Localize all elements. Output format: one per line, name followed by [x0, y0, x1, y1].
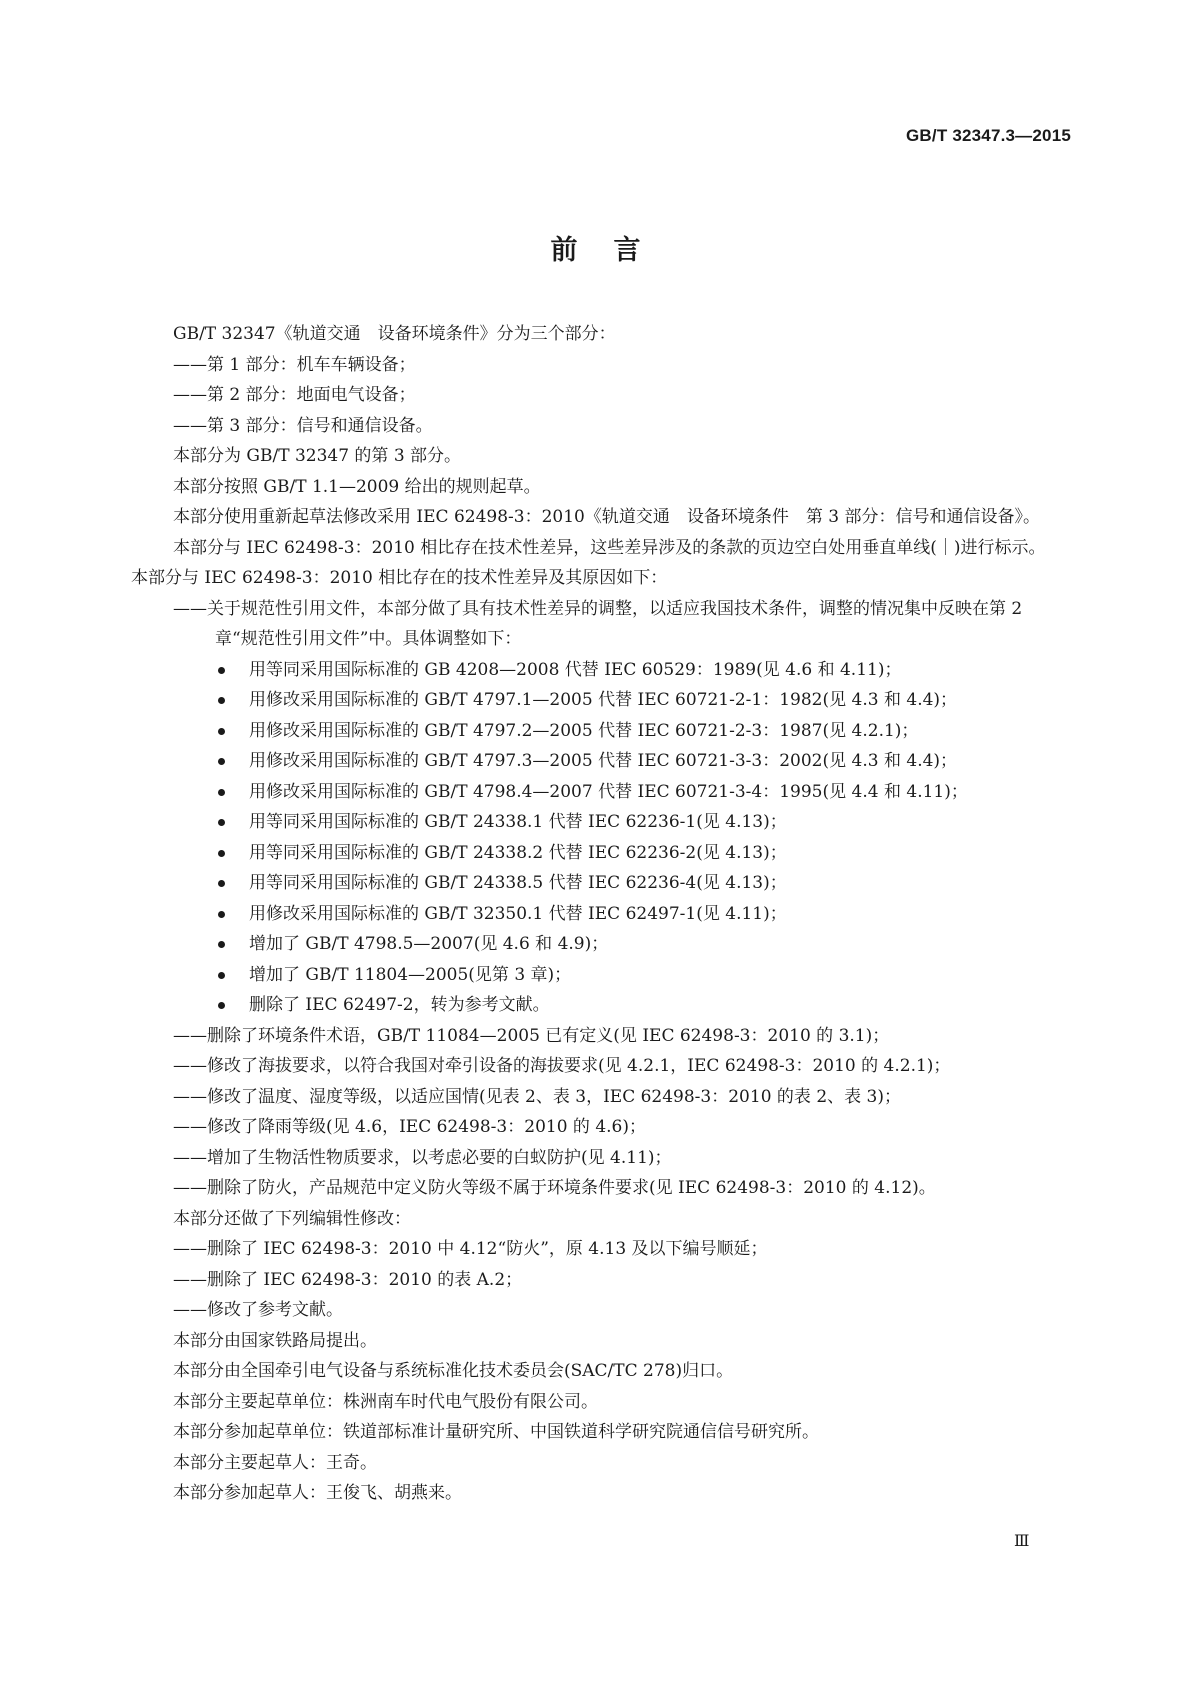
- paragraph: 本部分为 GB/T 32347 的第 3 部分。: [173, 446, 462, 466]
- bullet-icon: [218, 911, 225, 918]
- bullet-icon: [218, 758, 225, 765]
- bullet-icon: [218, 972, 225, 979]
- bullet-text: 用等同采用国际标准的 GB/T 24338.2 代替 IEC 62236-2(见 4.13)；: [249, 842, 787, 863]
- bullet-text: 删除了 IEC 62497-2，转为参考文献。: [249, 995, 550, 1015]
- bullet-icon: [218, 697, 225, 704]
- bullet-text: 用修改采用国际标准的 GB/T 4797.2—2005 代替 IEC 60721-2-3：1987(见 4.2.1)；: [249, 720, 919, 741]
- bullet-item: [131, 777, 1061, 808]
- paragraph: 本部分按照 GB/T 1.1—2009 给出的规则起草。: [173, 476, 541, 497]
- bullet-text: 用等同采用国际标准的 GB/T 24338.1 代替 IEC 62236-1(见 4.13)；: [249, 812, 787, 832]
- bullet-item: [131, 899, 1061, 930]
- part-list-item: ——第 3 部分：信号和通信设备。: [173, 415, 433, 436]
- bullet-icon: [218, 819, 225, 826]
- difference-item: ——删除了防火，产品规范中定义防火等级不属于环境条件要求(见 IEC 62498-3：2010 的 4.12)。: [173, 1178, 936, 1198]
- intro-paragraph: GB/T 32347《轨道交通 设备环境条件》分为三个部分：: [173, 324, 616, 344]
- standard-number: GB/T 32347.3—2015: [906, 126, 1071, 145]
- paragraph: 本部分使用重新起草法修改采用 IEC 62498-3：2010《轨道交通 设备环境条件 第 3 部分：信号和通信设备》。: [173, 507, 1040, 527]
- part-list-item: ——第 2 部分：地面电气设备；: [173, 385, 416, 405]
- bullet-item: [131, 838, 1061, 869]
- closing-paragraph: 本部分由全国牵引电气设备与系统标准化技术委员会(SAC/TC 278)归口。: [173, 1361, 734, 1381]
- difference-item: ——修改了海拔要求，以符合我国对牵引设备的海拔要求(见 4.2.1，IEC 62498-3：2010 的 4.2.1)；: [173, 1056, 951, 1076]
- difference-item: ——增加了生物活性物质要求，以考虑必要的白蚁防护(见 4.11)；: [173, 1147, 672, 1168]
- closing-paragraph: 本部分由国家铁路局提出。: [173, 1330, 377, 1351]
- bullet-text: 用修改采用国际标准的 GB/T 4797.1—2005 代替 IEC 60721-2-1：1982(见 4.3 和 4.4)；: [249, 690, 958, 710]
- closing-paragraph: 本部分参加起草人：王俊飞、胡燕来。: [173, 1483, 462, 1503]
- difference-item: ——修改了降雨等级(见 4.6，IEC 62498-3：2010 的 4.6)；: [173, 1117, 646, 1137]
- bullet-item: [131, 716, 1061, 747]
- editorial-item: ——删除了 IEC 62498-3：2010 的表 A.2；: [173, 1269, 523, 1290]
- bullet-text: 用等同采用国际标准的 GB 4208—2008 代替 IEC 60529：1989(见 4.6 和 4.11)；: [249, 659, 902, 680]
- bullet-item: [131, 655, 1061, 686]
- bullet-icon: [218, 880, 225, 887]
- bullet-icon: [218, 941, 225, 948]
- foreword-body: [131, 319, 1061, 1509]
- closing-paragraph: 本部分参加起草单位：铁道部标准计量研究所、中国铁道科学研究院通信信号研究所。: [173, 1422, 819, 1442]
- editorial-item: ——删除了 IEC 62498-3：2010 中 4.12“防火”，原 4.13 及以下编号顺延；: [173, 1239, 768, 1259]
- bullet-icon: [218, 728, 225, 735]
- bullet-text: 用修改采用国际标准的 GB/T 4798.4—2007 代替 IEC 60721-3-4：1995(见 4.4 和 4.11)；: [249, 781, 968, 802]
- bullet-text: 用修改采用国际标准的 GB/T 4797.3—2005 代替 IEC 60721-3-3：2002(见 4.3 和 4.4)；: [249, 751, 958, 771]
- bullet-icon: [218, 789, 225, 796]
- difference-item: ——关于规范性引用文件，本部分做了具有技术性差异的调整，以适应我国技术条件，调整的情况集中反映在第 2 章“规范性引用文件”中。具体调整如下：: [173, 598, 1023, 649]
- closing-paragraph: 本部分主要起草单位：株洲南车时代电气股份有限公司。: [173, 1391, 598, 1412]
- difference-item: ——删除了环境条件术语，GB/T 11084—2005 已有定义(见 IEC 62498-3：2010 的 3.1)；: [173, 1025, 890, 1046]
- bullet-item: [131, 868, 1061, 899]
- difference-item: ——修改了温度、湿度等级，以适应国情(见表 2、表 3，IEC 62498-3：2010 的表 2、表 3)；: [173, 1086, 901, 1107]
- bullet-item: [131, 929, 1061, 960]
- editorial-item: ——修改了参考文献。: [173, 1300, 343, 1320]
- bullet-item: [131, 990, 1061, 1021]
- part-list-item: ——第 1 部分：机车车辆设备；: [173, 354, 416, 375]
- bullet-text: 增加了 GB/T 4798.5—2007(见 4.6 和 4.9)；: [249, 934, 609, 954]
- bullet-text: 用等同采用国际标准的 GB/T 24338.5 代替 IEC 62236-4(见 4.13)；: [249, 873, 787, 893]
- bullet-icon: [218, 1002, 225, 1009]
- bullet-item: [131, 685, 1061, 716]
- bullet-icon: [218, 850, 225, 857]
- bullet-icon: [218, 667, 225, 674]
- bullet-item: [131, 807, 1061, 838]
- paragraph: 本部分还做了下列编辑性修改：: [173, 1208, 411, 1229]
- bullet-text: 增加了 GB/T 11804—2005(见第 3 章)；: [249, 964, 572, 985]
- page-title: 前言: [550, 235, 677, 266]
- page-number: Ⅲ: [1014, 1531, 1030, 1550]
- closing-paragraph: 本部分主要起草人：王奇。: [173, 1452, 377, 1473]
- bullet-item: [131, 960, 1061, 991]
- bullet-item: [131, 746, 1061, 777]
- paragraph: 本部分与 IEC 62498-3：2010 相比存在技术性差异，这些差异涉及的条款的页边空白处用垂直单线(｜)进行标示。本部分与 IEC 62498-3：2010 相比存在的技术性差异及其原因如下：: [131, 537, 1046, 588]
- bullet-text: 用修改采用国际标准的 GB/T 32350.1 代替 IEC 62497-1(见 4.11)；: [249, 903, 787, 924]
